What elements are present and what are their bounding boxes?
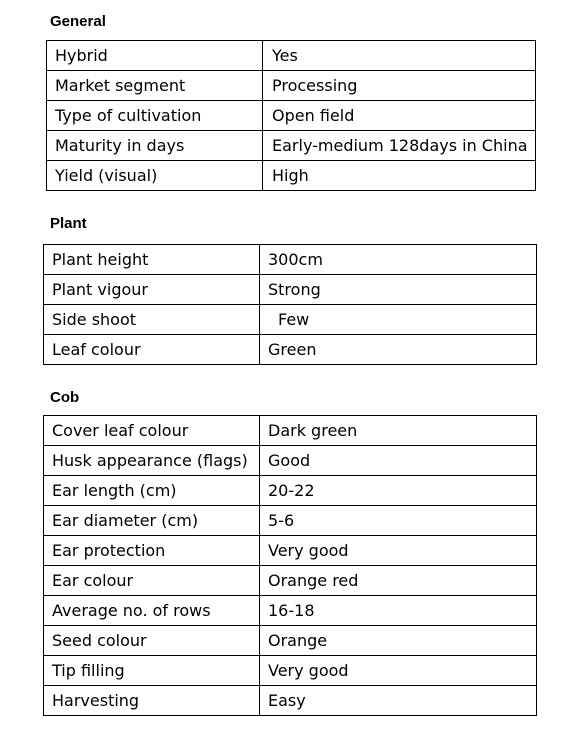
row-value: Open field <box>263 101 536 131</box>
row-value: Early-medium 128days in China <box>263 131 536 161</box>
row-value: Dark green <box>260 416 537 446</box>
row-value: 16-18 <box>260 596 537 626</box>
table-row <box>44 245 537 275</box>
row-label: Side shoot <box>44 305 260 335</box>
row-label: Type of cultivation <box>47 101 263 131</box>
row-value: 20-22 <box>260 476 537 506</box>
table-row <box>44 596 537 626</box>
table-row <box>44 335 537 365</box>
row-label: Plant vigour <box>44 275 260 305</box>
table-row <box>44 506 537 536</box>
row-label: Average no. of rows <box>44 596 260 626</box>
row-value: Good <box>260 446 537 476</box>
row-value: Easy <box>260 686 537 716</box>
row-label: Cover leaf colour <box>44 416 260 446</box>
plant-table <box>43 244 537 365</box>
general-table <box>46 40 536 191</box>
row-label: Tip filling <box>44 656 260 686</box>
row-label: Maturity in days <box>47 131 263 161</box>
row-value: 5-6 <box>260 506 537 536</box>
section-title-plant: Plant <box>50 215 87 232</box>
section-title-general: General <box>50 13 106 30</box>
table-row <box>44 446 537 476</box>
row-label: Ear length (cm) <box>44 476 260 506</box>
row-label: Leaf colour <box>44 335 260 365</box>
table-row <box>47 71 536 101</box>
row-label: Husk appearance (flags) <box>44 446 260 476</box>
row-value: Orange red <box>260 566 537 596</box>
row-label: Ear protection <box>44 536 260 566</box>
cob-table <box>43 415 537 716</box>
table-row <box>47 101 536 131</box>
table-row <box>44 275 537 305</box>
row-value: Strong <box>260 275 537 305</box>
row-label: Hybrid <box>47 41 263 71</box>
row-value: Green <box>260 335 537 365</box>
table-row <box>47 41 536 71</box>
row-label: Ear diameter (cm) <box>44 506 260 536</box>
table-row <box>47 161 536 191</box>
row-label: Yield (visual) <box>47 161 263 191</box>
section-title-cob: Cob <box>50 389 80 406</box>
row-value: Yes <box>263 41 536 71</box>
table-row <box>44 686 537 716</box>
row-value: Processing <box>263 71 536 101</box>
table-row <box>44 566 537 596</box>
row-label: Seed colour <box>44 626 260 656</box>
row-value: Very good <box>260 656 537 686</box>
row-label: Ear colour <box>44 566 260 596</box>
row-value: Orange <box>260 626 537 656</box>
table-row <box>44 416 537 446</box>
row-label: Plant height <box>44 245 260 275</box>
table-row <box>44 536 537 566</box>
row-value: High <box>263 161 536 191</box>
table-row <box>44 626 537 656</box>
row-value: 300cm <box>260 245 537 275</box>
table-row <box>44 656 537 686</box>
table-row <box>44 476 537 506</box>
row-value: Very good <box>260 536 537 566</box>
table-row <box>47 131 536 161</box>
row-label: Harvesting <box>44 686 260 716</box>
row-label: Market segment <box>47 71 263 101</box>
row-value: Few <box>260 305 537 335</box>
table-row <box>44 305 537 335</box>
